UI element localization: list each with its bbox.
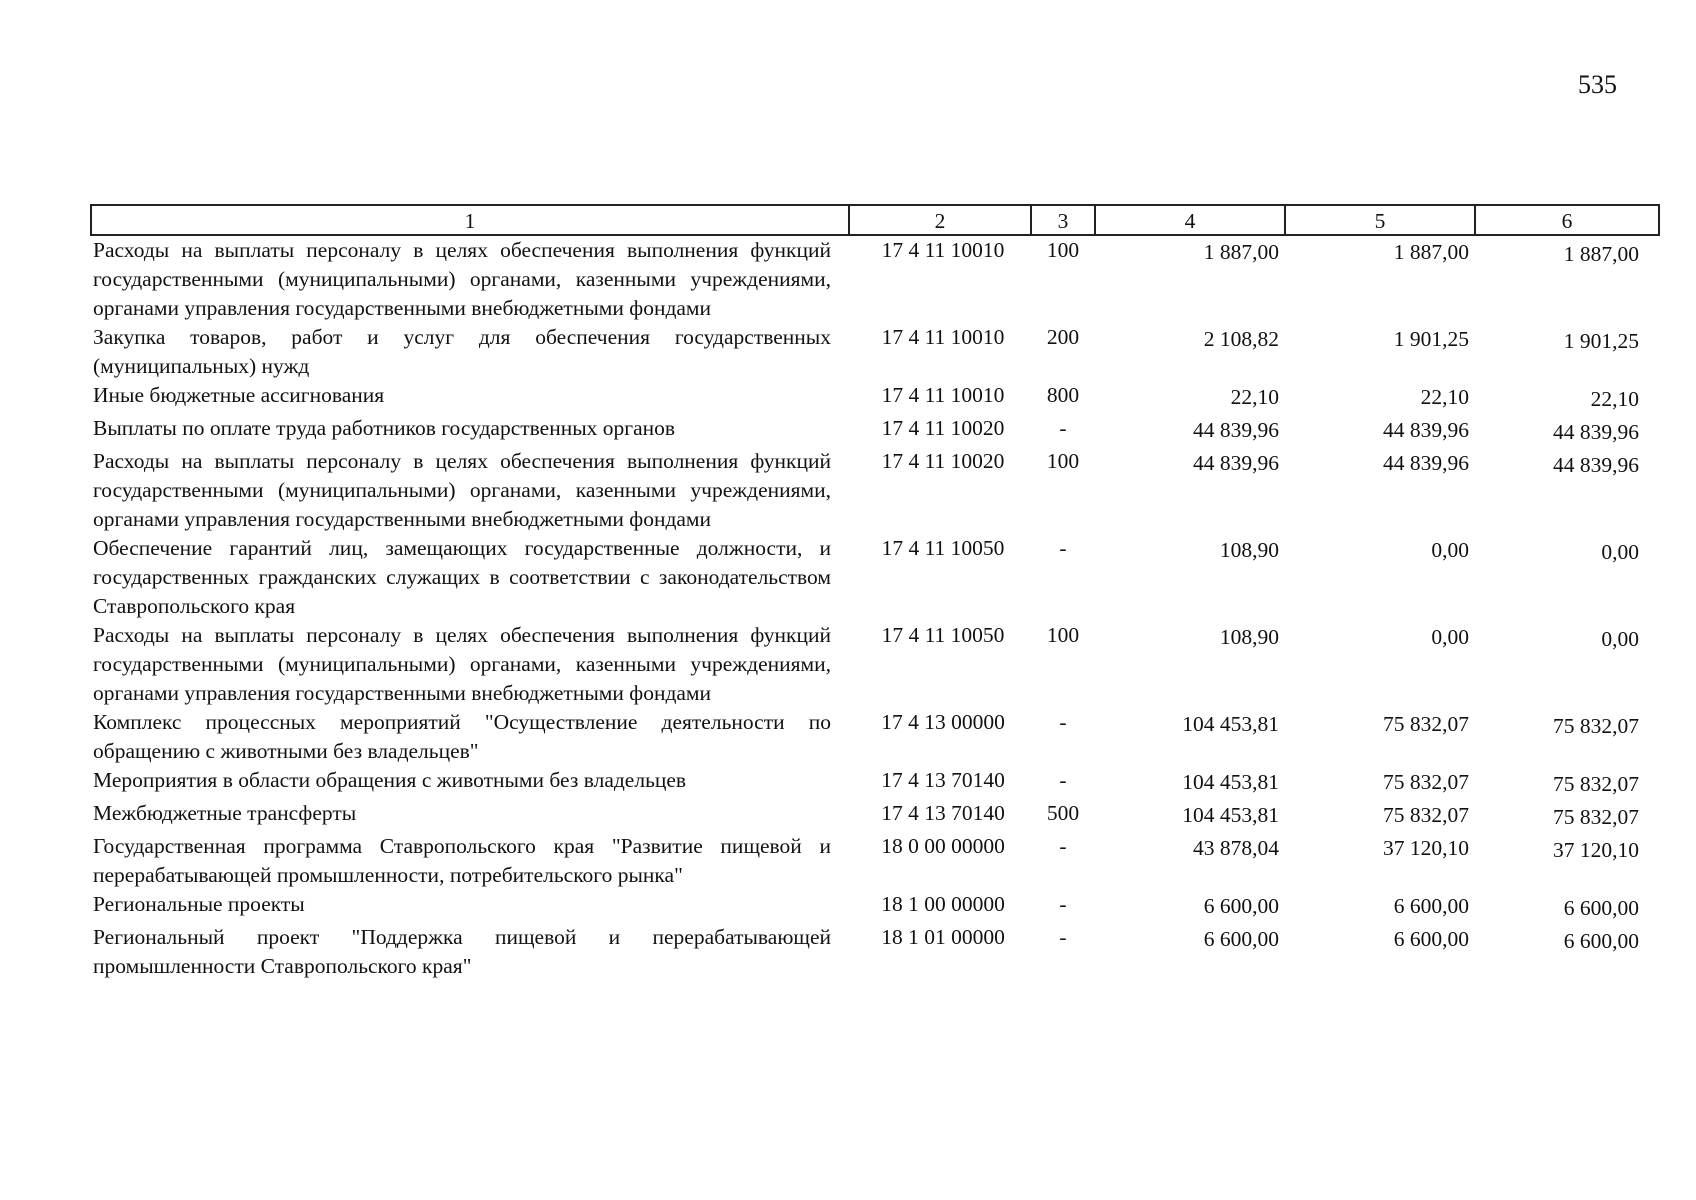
row-description: Региональный проект "Поддержка пищевой и перерабатывающей промышленности Ставропольского края" xyxy=(93,925,831,978)
row-description: Мероприятия в области обращения с животными без владельцев xyxy=(93,768,687,792)
row-amount-col5: 1 887,00 xyxy=(1393,240,1469,264)
row-amount-col6: 1 901,25 xyxy=(1563,329,1639,353)
row-code: 18 1 01 00000 xyxy=(881,925,1005,949)
row-amount-col6: 22,10 xyxy=(1590,387,1639,411)
row-amount-col6: 75 832,07 xyxy=(1553,772,1639,796)
row-expense-type: - xyxy=(1059,892,1067,916)
row-description: Комплекс процессных мероприятий "Осуществление деятельности по обращению с животными без владельцев" xyxy=(93,710,831,763)
row-amount-col4: 1 887,00 xyxy=(1203,240,1279,264)
table-row xyxy=(91,414,1659,447)
row-amount-col4: 108,90 xyxy=(1219,625,1279,649)
row-description: Межбюджетные трансферты xyxy=(93,801,357,825)
column-header-1: 1 xyxy=(91,205,849,235)
row-amount-col4: 104 453,81 xyxy=(1182,712,1279,736)
row-code: 17 4 11 10050 xyxy=(881,623,1005,647)
row-amount-col5: 37 120,10 xyxy=(1383,836,1469,860)
row-description: Выплаты по оплате труда работников государственных органов xyxy=(93,416,676,440)
row-amount-col6: 44 839,96 xyxy=(1553,420,1639,444)
table-row xyxy=(91,323,1659,381)
row-amount-col4: 108,90 xyxy=(1219,538,1279,562)
row-code: 17 4 11 10010 xyxy=(881,383,1005,407)
row-amount-col6: 6 600,00 xyxy=(1563,929,1639,953)
row-amount-col5: 0,00 xyxy=(1431,538,1469,562)
table-row xyxy=(91,708,1659,766)
header-row xyxy=(91,205,1659,235)
table-row xyxy=(91,235,1659,323)
page-number: 535 xyxy=(1578,70,1617,99)
row-code: 17 4 13 00000 xyxy=(881,710,1005,734)
row-amount-col4: 104 453,81 xyxy=(1182,803,1279,827)
row-description: Расходы на выплаты персоналу в целях обеспечения выполнения функций государственными (муниципальными) органами, казенными учреждениями, органами управления государственными внебюджетными фондами xyxy=(93,238,831,320)
row-code: 18 0 00 00000 xyxy=(881,834,1005,858)
column-header-3: 3 xyxy=(1031,205,1095,235)
row-amount-col6: 6 600,00 xyxy=(1563,896,1639,920)
row-amount-col5: 1 901,25 xyxy=(1393,327,1469,351)
row-code: 17 4 11 10010 xyxy=(881,325,1005,349)
row-amount-col6: 1 887,00 xyxy=(1563,242,1639,266)
row-amount-col6: 0,00 xyxy=(1601,540,1639,564)
row-expense-type: 100 xyxy=(1046,238,1080,262)
row-expense-type: 500 xyxy=(1046,801,1080,825)
row-code: 17 4 11 10020 xyxy=(881,449,1005,473)
row-amount-col5: 75 832,07 xyxy=(1383,803,1469,827)
table-row xyxy=(91,621,1659,708)
row-description: Региональные проекты xyxy=(93,892,305,916)
row-amount-col5: 75 832,07 xyxy=(1383,770,1469,794)
row-expense-type: 200 xyxy=(1046,325,1080,349)
row-code: 18 1 00 00000 xyxy=(881,892,1005,916)
table-row xyxy=(91,534,1659,621)
row-expense-type: 100 xyxy=(1046,449,1080,473)
row-amount-col5: 22,10 xyxy=(1420,385,1469,409)
row-amount-col4: 22,10 xyxy=(1230,385,1279,409)
row-expense-type: 800 xyxy=(1046,383,1080,407)
row-description: Расходы на выплаты персоналу в целях обеспечения выполнения функций государственными (муниципальными) органами, казенными учреждениями, органами управления государственными внебюджетными фондами xyxy=(93,449,831,531)
table-header xyxy=(91,205,1659,235)
budget-table xyxy=(90,204,1660,981)
table-row xyxy=(91,381,1659,414)
row-amount-col4: 44 839,96 xyxy=(1193,451,1279,475)
table-body xyxy=(91,235,1659,981)
row-description: Закупка товаров, работ и услуг для обеспечения государственных (муниципальных) нужд xyxy=(93,325,831,378)
table-row xyxy=(91,766,1659,799)
row-expense-type: 100 xyxy=(1046,623,1080,647)
row-expense-type: - xyxy=(1059,536,1067,560)
row-expense-type: - xyxy=(1059,925,1067,949)
column-header-5: 5 xyxy=(1285,205,1475,235)
table-row xyxy=(91,890,1659,923)
table-row xyxy=(91,447,1659,534)
row-amount-col4: 6 600,00 xyxy=(1203,927,1279,951)
row-amount-col4: 104 453,81 xyxy=(1182,770,1279,794)
row-code: 17 4 11 10050 xyxy=(881,536,1005,560)
row-description: Государственная программа Ставропольского края "Развитие пищевой и перерабатывающей промышленности, потребительского рынка" xyxy=(93,834,831,887)
row-code: 17 4 11 10020 xyxy=(881,416,1005,440)
table-row xyxy=(91,923,1659,981)
row-amount-col5: 6 600,00 xyxy=(1393,894,1469,918)
row-description: Иные бюджетные ассигнования xyxy=(93,383,385,407)
row-expense-type: - xyxy=(1059,768,1067,792)
row-amount-col6: 75 832,07 xyxy=(1553,714,1639,738)
row-description: Расходы на выплаты персоналу в целях обеспечения выполнения функций государственными (муниципальными) органами, казенными учреждениями, органами управления государственными внебюджетными фондами xyxy=(93,623,831,705)
row-amount-col4: 2 108,82 xyxy=(1203,327,1279,351)
row-amount-col6: 44 839,96 xyxy=(1553,453,1639,477)
row-amount-col6: 75 832,07 xyxy=(1553,805,1639,829)
row-amount-col5: 44 839,96 xyxy=(1383,451,1469,475)
row-code: 17 4 11 10010 xyxy=(881,238,1005,262)
row-amount-col5: 0,00 xyxy=(1431,625,1469,649)
row-code: 17 4 13 70140 xyxy=(881,768,1005,792)
row-amount-col5: 44 839,96 xyxy=(1383,418,1469,442)
row-amount-col5: 6 600,00 xyxy=(1393,927,1469,951)
table-row xyxy=(91,799,1659,832)
row-amount-col5: 75 832,07 xyxy=(1383,712,1469,736)
row-description: Обеспечение гарантий лиц, замещающих государственные должности, и государственных гражданских служащих в соответствии с законодательством Ставропольского края xyxy=(93,536,831,618)
column-header-2: 2 xyxy=(849,205,1031,235)
row-amount-col4: 6 600,00 xyxy=(1203,894,1279,918)
table-row xyxy=(91,832,1659,890)
row-amount-col4: 43 878,04 xyxy=(1193,836,1279,860)
row-amount-col4: 44 839,96 xyxy=(1193,418,1279,442)
row-code: 17 4 13 70140 xyxy=(881,801,1005,825)
row-amount-col6: 37 120,10 xyxy=(1553,838,1639,862)
row-amount-col6: 0,00 xyxy=(1601,627,1639,651)
column-header-6: 6 xyxy=(1475,205,1659,235)
row-expense-type: - xyxy=(1059,416,1067,440)
row-expense-type: - xyxy=(1059,834,1067,858)
column-header-4: 4 xyxy=(1095,205,1285,235)
row-expense-type: - xyxy=(1059,710,1067,734)
